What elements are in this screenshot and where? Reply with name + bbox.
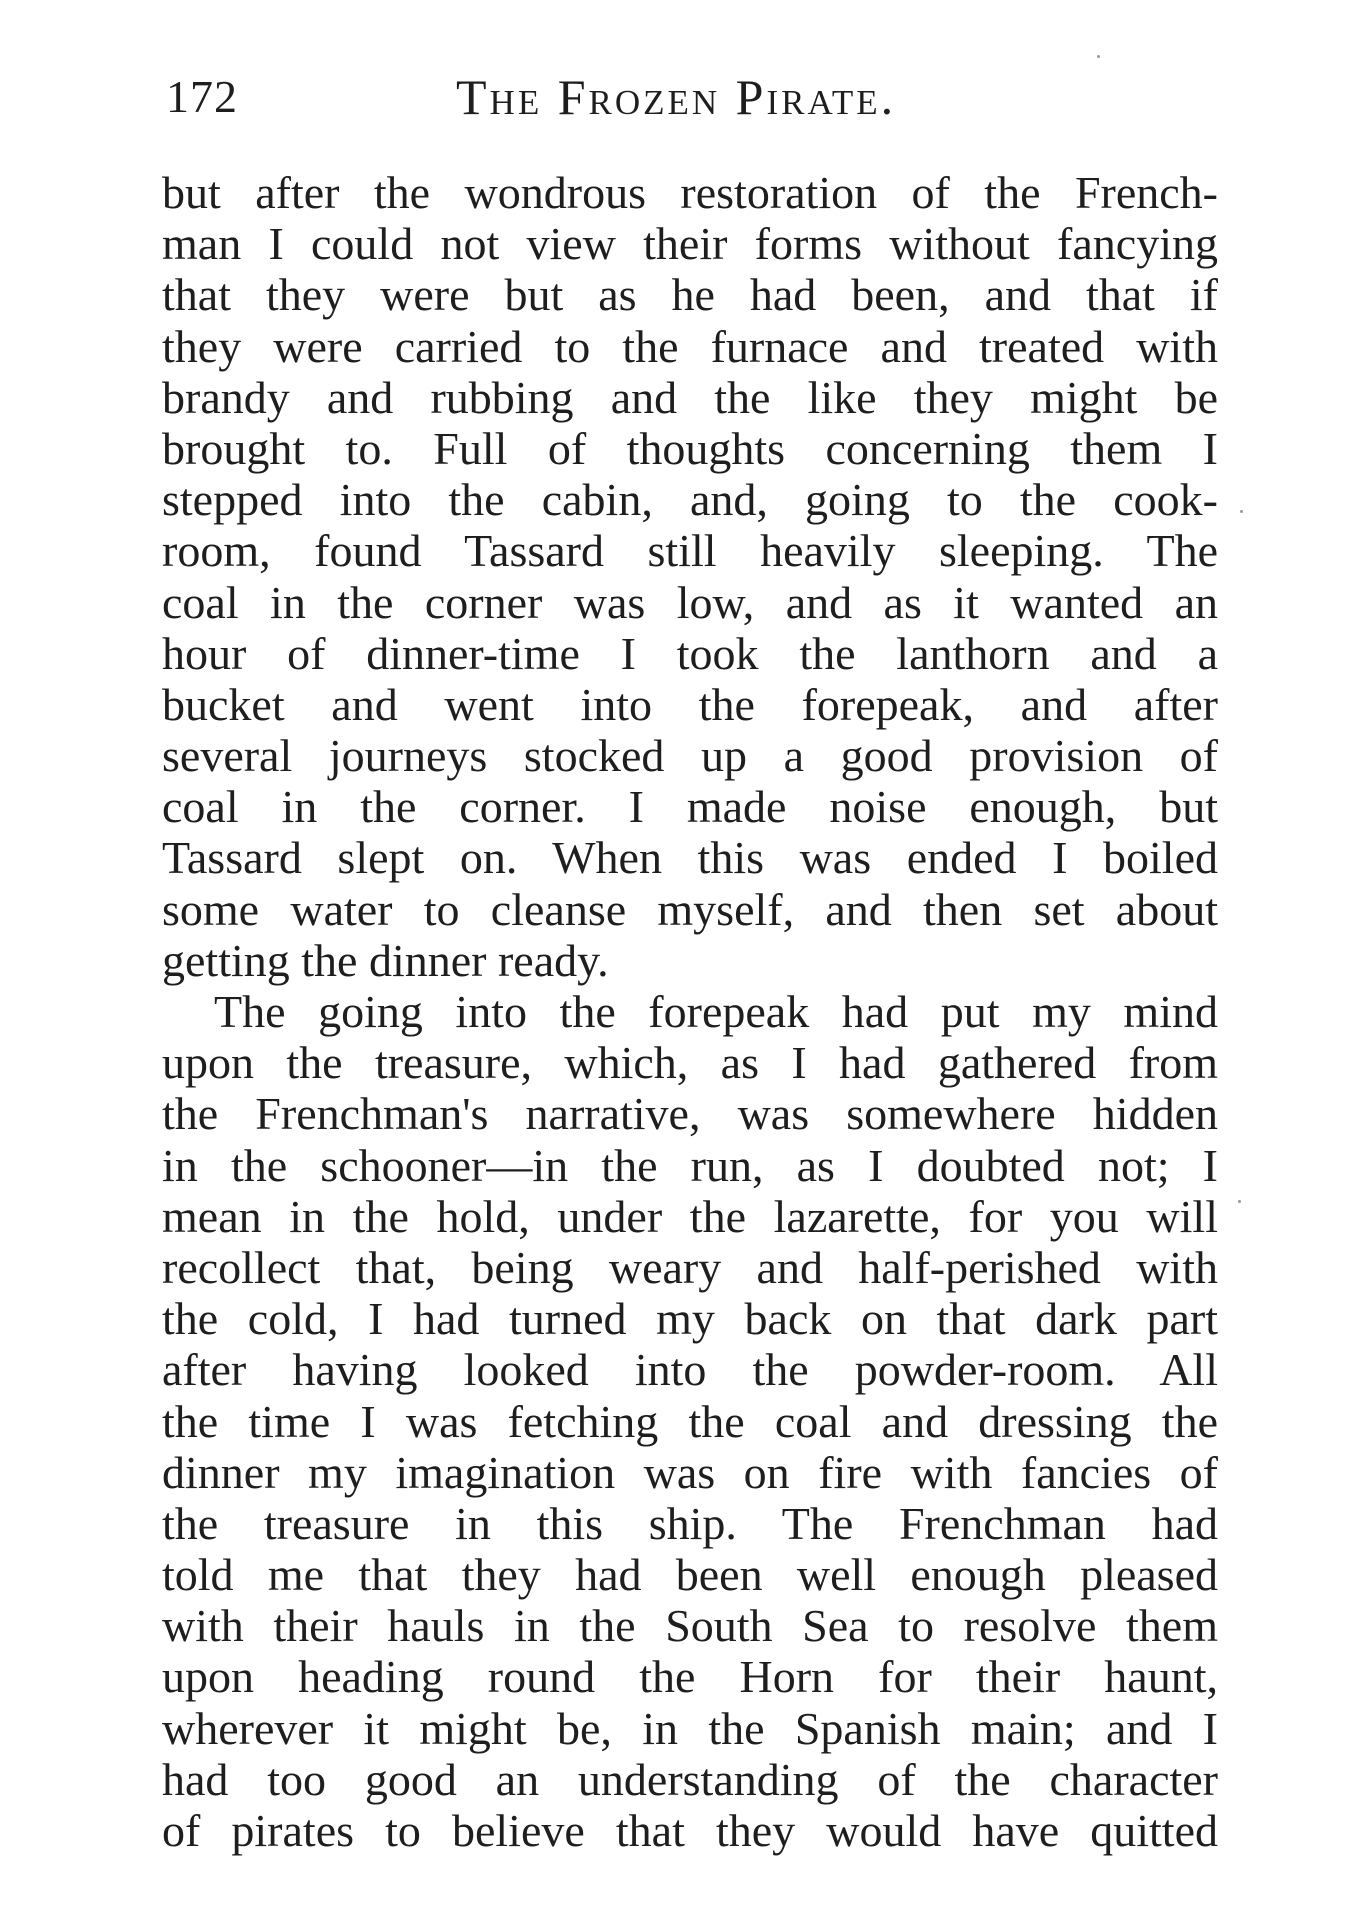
page-number: 172	[166, 71, 238, 122]
text-line: getting the dinner ready.	[162, 934, 609, 986]
text-line: they were carried to the furnace and treated with	[162, 320, 1218, 372]
running-title: The Frozen Pirate.	[456, 69, 897, 125]
scan-speck	[1097, 55, 1100, 58]
text-line: The going into the forepeak had put my mind	[214, 986, 1218, 1037]
text-line: told me that they had been well enough pleased	[162, 1549, 1218, 1601]
text-line: wherever it might be, in the Spanish main; and I	[162, 1702, 1218, 1754]
text-line: hour of dinner-time I took the lanthorn and a	[162, 627, 1218, 679]
text-line: stepped into the cabin, and, going to the cook-	[162, 474, 1218, 526]
text-line: of pirates to believe that they would have quitted	[162, 1805, 1218, 1856]
text-line: some water to cleanse myself, and then set about	[162, 883, 1218, 935]
text-line: upon the treasure, which, as I had gathered from	[162, 1037, 1218, 1089]
text-line: Tassard slept on. When this was ended I boiled	[162, 832, 1218, 884]
text-line: the treasure in this ship. The Frenchman had	[162, 1497, 1218, 1549]
text-line: mean in the hold, under the lazarette, for you will	[162, 1190, 1218, 1242]
text-line: the Frenchman's narrative, was somewhere hidden	[162, 1088, 1218, 1140]
text-line: in the schooner—in the run, as I doubted not; I	[162, 1139, 1218, 1191]
text-line: dinner my imagination was on fire with fancies of	[162, 1446, 1218, 1498]
text-line: several journeys stocked up a good provision of	[162, 730, 1218, 782]
text-line: that they were but as he had been, and that if	[162, 269, 1218, 321]
text-line: but after the wondrous restoration of the French-	[162, 167, 1218, 218]
text-line: upon heading round the Horn for their haunt,	[162, 1651, 1218, 1703]
body-text	[162, 167, 1218, 1856]
scan-speck	[1238, 1200, 1241, 1203]
paragraph	[162, 986, 1218, 1856]
text-line: had too good an understanding of the character	[162, 1753, 1218, 1805]
text-line: coal in the corner was low, and as it wanted an	[162, 576, 1218, 628]
running-head	[166, 62, 1218, 132]
text-line: bucket and went into the forepeak, and after	[162, 678, 1218, 730]
text-line: the cold, I had turned my back on that dark part	[162, 1293, 1218, 1345]
text-line: recollect that, being weary and half-perished with	[162, 1241, 1218, 1293]
text-line: brought to. Full of thoughts concerning them I	[162, 422, 1218, 474]
text-line: room, found Tassard still heavily sleeping. The	[162, 525, 1218, 577]
text-line: coal in the corner. I made noise enough, but	[162, 781, 1218, 833]
scan-speck	[1240, 510, 1243, 513]
text-line: brandy and rubbing and the like they might be	[162, 371, 1218, 423]
text-line: with their hauls in the South Sea to resolve them	[162, 1600, 1218, 1652]
text-line: after having looked into the powder-room. All	[162, 1344, 1218, 1396]
paragraph	[162, 167, 1218, 986]
text-line: the time I was fetching the coal and dressing the	[162, 1395, 1218, 1447]
text-line: man I could not view their forms without fancying	[162, 218, 1218, 270]
